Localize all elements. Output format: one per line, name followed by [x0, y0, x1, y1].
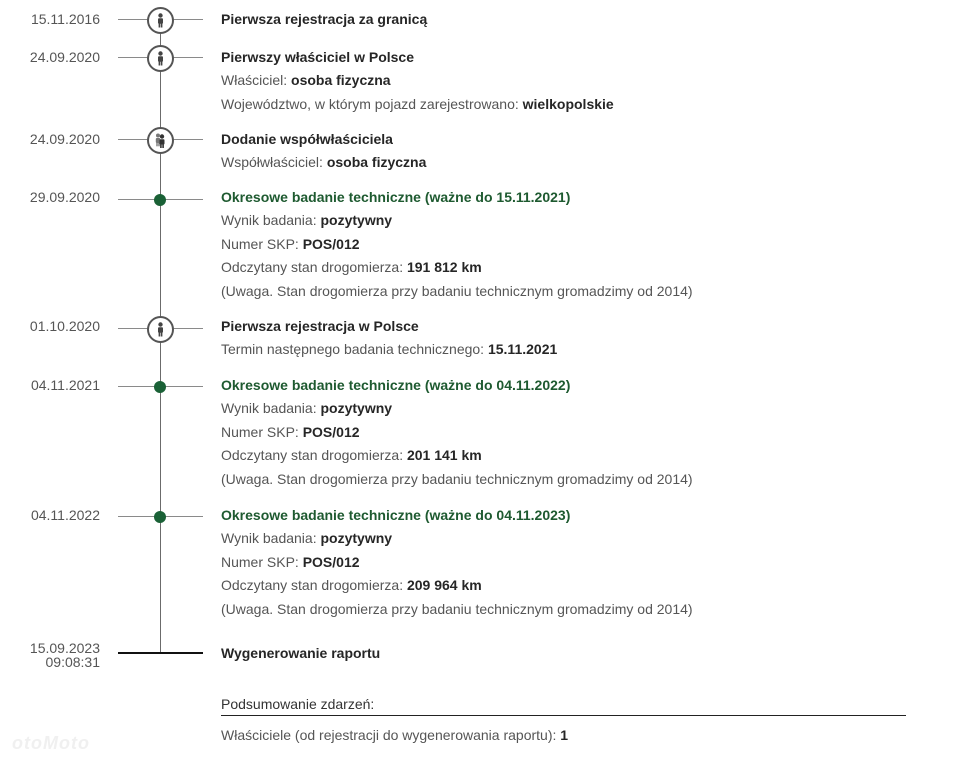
event-title: Pierwsza rejestracja za granicą — [221, 11, 428, 27]
event-title: Okresowe badanie techniczne (ważne do 04.11.2022) — [221, 377, 571, 393]
event-detail: Termin następnego badania technicznego: 15.11.2021 — [221, 341, 558, 358]
report-time: 09:08:31 — [45, 654, 100, 670]
event-content — [221, 505, 921, 622]
event-detail: Wynik badania: pozytywny — [221, 212, 393, 229]
inspection-dot — [154, 381, 166, 393]
event-date: 04.11.2021 — [30, 377, 100, 393]
event-content — [221, 187, 921, 304]
event-note: (Uwaga. Stan drogomierza przy badaniu technicznym gromadzimy od 2014) — [221, 282, 693, 299]
event-note: (Uwaga. Stan drogomierza przy badaniu technicznym gromadzimy od 2014) — [221, 470, 693, 487]
event-content — [221, 9, 921, 32]
event-detail: Wynik badania: pozytywny — [221, 400, 393, 417]
event-content — [221, 316, 921, 363]
event-content — [221, 375, 921, 492]
event-content — [221, 129, 921, 176]
event-detail: Województwo, w którym pojazd zarejestrowano: wielkopolskie — [221, 95, 614, 112]
event-title: Okresowe badanie techniczne (ważne do 04.11.2023) — [221, 507, 571, 523]
summary-title: Podsumowanie zdarzeń: — [221, 696, 375, 712]
summary-divider — [221, 715, 906, 716]
event-date: 15.11.2016 — [30, 11, 100, 27]
event-date: 01.10.2020 — [29, 318, 100, 334]
event-title: Pierwszy właściciel w Polsce — [221, 49, 414, 65]
event-date: 04.11.2022 — [30, 507, 100, 523]
event-date: 24.09.2020 — [29, 131, 100, 147]
report-date: 15.09.2023 — [29, 640, 100, 656]
watermark-logo: otoMoto — [12, 733, 90, 753]
event-detail: Numer SKP: POS/012 — [221, 553, 360, 570]
person-icon — [147, 7, 174, 34]
event-detail: Współwłaściciel: osoba fizyczna — [221, 154, 427, 171]
event-detail: Odczytany stan drogomierza: 201 141 km — [221, 447, 482, 464]
people-icon — [147, 127, 174, 154]
event-detail: Właściciel: osoba fizyczna — [221, 72, 391, 89]
event-detail: Numer SKP: POS/012 — [221, 235, 360, 252]
inspection-dot — [154, 511, 166, 523]
event-date: 24.09.2020 — [29, 49, 100, 65]
event-date: 29.09.2020 — [29, 189, 100, 205]
event-title: Dodanie współwłaściciela — [221, 131, 393, 147]
event-detail: Wynik badania: pozytywny — [221, 530, 393, 547]
event-detail: Numer SKP: POS/012 — [221, 423, 360, 440]
inspection-dot — [154, 194, 166, 206]
report-end-line — [118, 652, 203, 654]
event-detail: Odczytany stan drogomierza: 191 812 km — [221, 259, 482, 276]
report-title: Wygenerowanie raportu — [221, 645, 381, 661]
person-icon — [147, 316, 174, 343]
event-note: (Uwaga. Stan drogomierza przy badaniu technicznym gromadzimy od 2014) — [221, 600, 693, 617]
event-detail: Odczytany stan drogomierza: 209 964 km — [221, 577, 482, 594]
person-icon — [147, 45, 174, 72]
summary-owners: Właściciele (od rejestracji do wygenerowania raportu): 1 — [221, 727, 569, 743]
event-content — [221, 47, 921, 117]
report-content — [221, 643, 921, 666]
event-title: Okresowe badanie techniczne (ważne do 15.11.2021) — [221, 189, 571, 205]
event-title: Pierwsza rejestracja w Polsce — [221, 318, 419, 334]
